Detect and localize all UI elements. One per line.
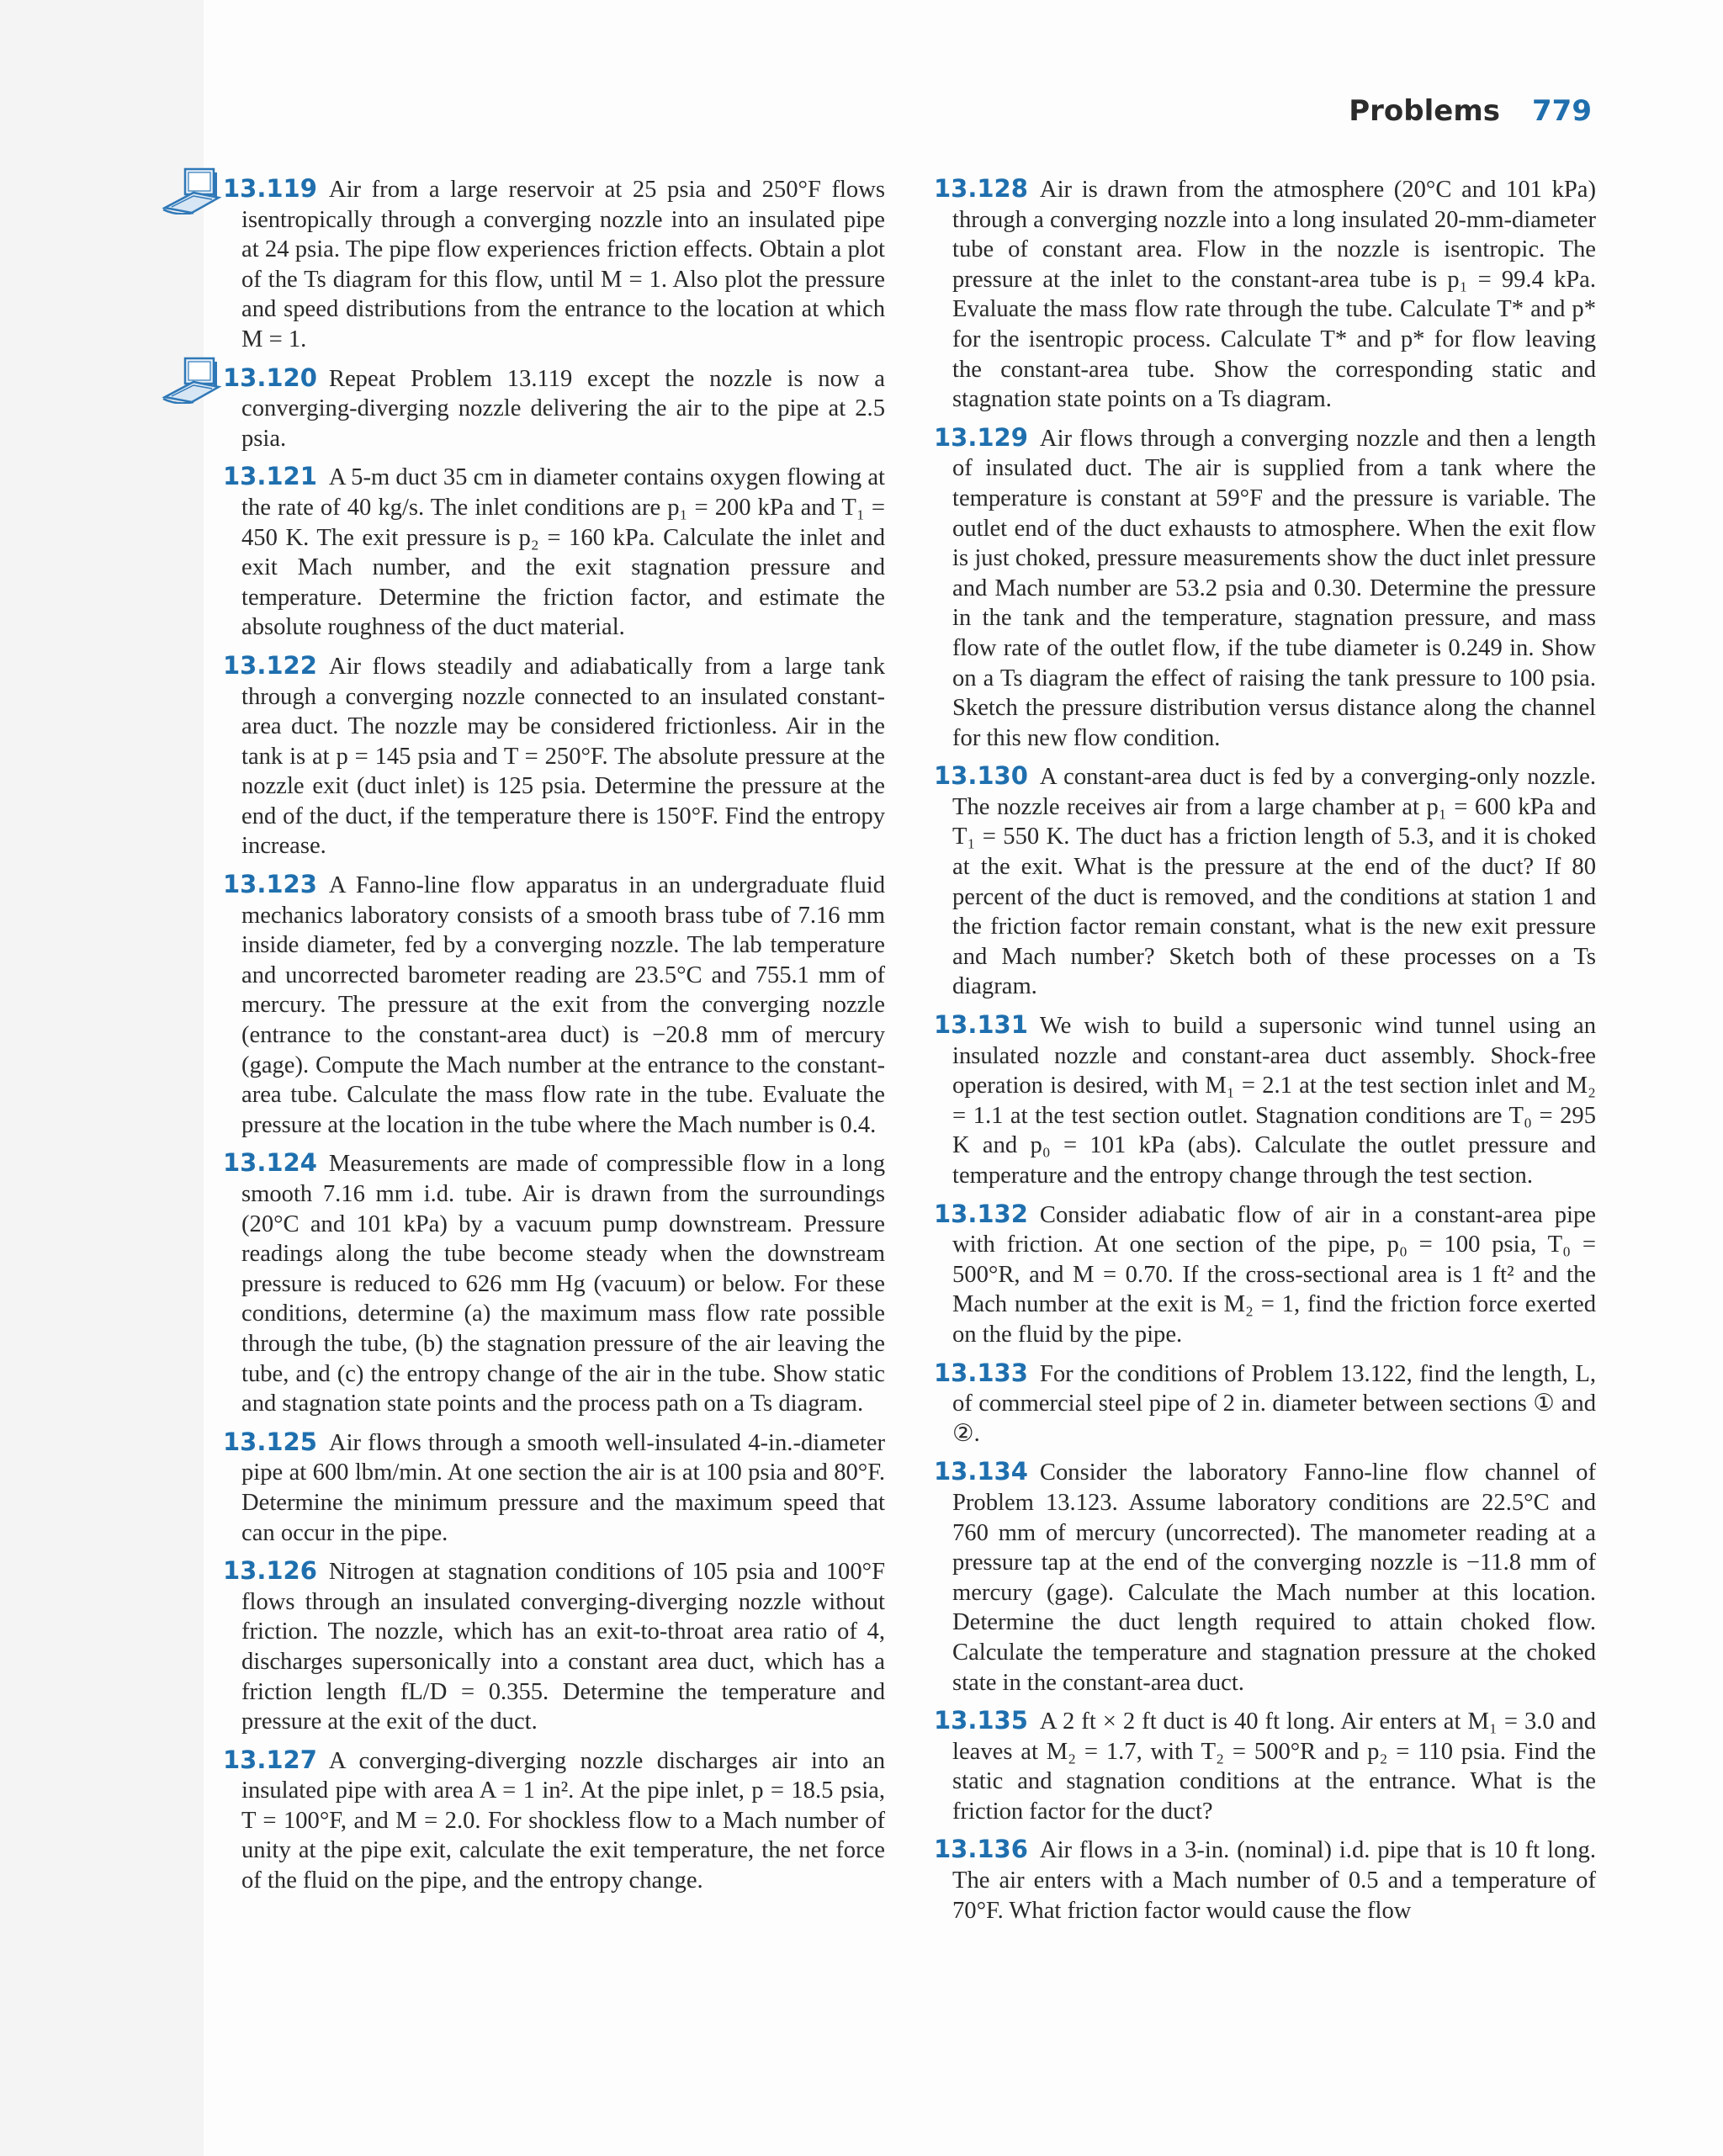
problem-number: 13.130 xyxy=(934,761,1028,791)
problem xyxy=(934,1359,1596,1449)
problem-number: 13.124 xyxy=(223,1148,317,1178)
running-title: Problems xyxy=(1349,94,1501,128)
problem-number: 13.132 xyxy=(934,1199,1028,1228)
page-header xyxy=(1349,94,1592,128)
problem xyxy=(223,651,885,861)
problem xyxy=(223,1745,885,1896)
problem-number: 13.128 xyxy=(934,174,1028,203)
problem xyxy=(934,1835,1596,1926)
problem xyxy=(934,1457,1596,1698)
problem-text: Consider the laboratory Fanno-line flow channel of Problem 13.123. Assume laboratory conditions are 22.5°C and 760 mm of mercury (uncorrected). The manometer reading at a pressure tap at the end of the converging nozzle is −11.8 mm of mercury (gage). Calculate the Mach number at this location. Determine the duct length required to attain choked flow. Calculate the temperature and stagnation pressure at the choked state in the constant-area duct. xyxy=(952,1459,1596,1696)
problem-text: A 2 ft × 2 ft duct is 40 ft long. Air enters at M₁ = 3.0 and leaves at M₂ = 1.7, with T₂ = 500°R and p₂ = 110 psia. Find the static and stagnation conditions at the entrance. What is the friction factor for the duct? xyxy=(952,1708,1596,1825)
problem-text: A constant-area duct is fed by a converging-only nozzle. The nozzle receives air from a large chamber at p₁ = 600 kPa and T₁ = 550 K. The duct has a friction length of 5.3, and it is choked at the exit. What is the pressure at the end of the duct? If 80 percent of the duct is removed, and the conditions at station 1 and the friction factor remain constant, what is the new exit pressure and Mach number? Sketch both of these processes on a Ts diagram. xyxy=(952,764,1596,1000)
problem xyxy=(934,423,1596,754)
problem-text: For the conditions of Problem 13.122, find the length, L, of commercial steel pipe of 2 in. diameter between sections ① and ②. xyxy=(952,1360,1596,1447)
left-column xyxy=(223,174,885,1904)
problem-text: Air flows through a smooth well-insulated 4-in.-diameter pipe at 600 lbm/min. At one section the air is at 100 psia and 80°F. Determine the minimum pressure and the maximum speed that can occur in the pipe. xyxy=(241,1429,885,1546)
problem-number: 13.119 xyxy=(223,174,317,203)
problem-text: We wish to build a supersonic wind tunnel using an insulated nozzle and constant-area duct assembly. Shock-free operation is desired, with M₁ = 2.1 at the test section inlet and M₂ = 1.1 at the test section outlet. Stagnation conditions are T₀ = 295 K and p₀ = 101 kPa (abs). Calculate the outlet pressure and temperature and the entropy change through the test section. xyxy=(952,1013,1596,1189)
computer-icon xyxy=(160,167,224,215)
problem-number: 13.136 xyxy=(934,1835,1028,1864)
page-number: 779 xyxy=(1532,94,1592,128)
problem-text: A converging-diverging nozzle discharges air into an insulated pipe with area A = 1 in². At the pipe inlet, p = 18.5 psia, T = 100°F, and M = 2.0. For shockless flow to a Mach number of unity at the pipe exit, calculate the exit temperature, the net force of the fluid on the pipe, and the entropy change. xyxy=(241,1747,885,1894)
problem-text: Air from a large reservoir at 25 psia and 250°F flows isentropically through a converging nozzle into an insulated pipe at 24 psia. The pipe flow experiences friction effects. Obtain a plot of the Ts diagram for this flow, until M = 1. Also plot the pressure and speed distributions from the entrance to the location at which M = 1. xyxy=(241,177,885,352)
problem-text: Consider adiabatic flow of air in a constant-area pipe with friction. At one section of the pipe, p₀ = 100 psia, T₀ = 500°R, and M = 0.70. If the cross-sectional area is 1 ft² and the Mach number at the exit is M₂ = 1, find the friction force exerted on the fluid by the pipe. xyxy=(952,1201,1596,1348)
problem xyxy=(223,1556,885,1737)
problem-number: 13.122 xyxy=(223,650,317,680)
problem-number: 13.121 xyxy=(223,462,317,491)
computer-icon xyxy=(160,357,224,404)
problem xyxy=(223,174,885,355)
problem-text: Air flows in a 3-in. (nominal) i.d. pipe that is 10 ft long. The air enters with a Mach number of 0.5 and a temperature of 70°F. What friction factor would cause the flow xyxy=(952,1837,1596,1924)
problem xyxy=(934,1706,1596,1826)
problem-text: Nitrogen at stagnation conditions of 105 psia and 100°F flows through an insulated converging-diverging nozzle without friction. The nozzle, which has an exit-to-throat area ratio of 4, discharges supersonically into a constant area duct, which has a friction length fL/D = 0.355. Determine the temperature and pressure at the exit of the duct. xyxy=(241,1559,885,1735)
problem xyxy=(223,1428,885,1548)
problem xyxy=(934,1200,1596,1350)
problem xyxy=(223,462,885,643)
problem-text: A Fanno-line flow apparatus in an undergraduate fluid mechanics laboratory consists of a smooth brass tube of 7.16 mm inside diameter, fed by a converging nozzle. The lab temperature and uncorrected barometer reading are 23.5°C and 755.1 mm of mercury. The pressure at the exit from the converging nozzle (entrance to the constant-area duct) is −20.8 mm of mercury (gage). Compute the Mach number at the entrance to the constant-area tube. Calculate the mass flow rate in the tube. Evaluate the pressure at the location in the tube where the Mach number is 0.4. xyxy=(241,872,885,1138)
problem-number: 13.133 xyxy=(934,1358,1028,1387)
problem-text: A 5-m duct 35 cm in diameter contains oxygen flowing at the rate of 40 kg/s. The inlet conditions are p₁ = 200 kPa and T₁ = 450 K. The exit pressure is p₂ = 160 kPa. Calculate the inlet and exit Mach number, and the exit stagnation pressure and temperature. Determine the friction factor, and estimate the absolute roughness of the duct material. xyxy=(241,464,885,641)
problem-number: 13.131 xyxy=(934,1010,1028,1040)
problem-text: Measurements are made of compressible flow in a long smooth 7.16 mm i.d. tube. Air is drawn from the surroundings (20°C and 101 kPa) by a vacuum pump downstream. Pressure readings along the tube become steady when the downstream pressure is reduced to 626 mm Hg (vacuum) or below. For these conditions, determine (a) the maximum mass flow rate possible through the tube, (b) the stagnation pressure of the air leaving the tube, and (c) the entropy change of the air in the tube. Show static and stagnation state points and the process path on a Ts diagram. xyxy=(241,1151,885,1417)
problem xyxy=(223,870,885,1140)
problem-text: Air is drawn from the atmosphere (20°C and 101 kPa) through a converging nozzle into a long insulated 20-mm-diameter tube of constant area. Flow in the nozzle is isentropic. The pressure at the inlet to the constant-area tube is p₁ = 99.4 kPa. Evaluate the mass flow rate through the tube. Calculate T* and p* for the isentropic process. Calculate T* and p* for flow leaving the constant-area tube. Show the corresponding static and stagnation state points on a Ts diagram. xyxy=(952,177,1596,413)
problem xyxy=(934,761,1596,1002)
problem-number: 13.135 xyxy=(934,1706,1028,1735)
problem-number: 13.127 xyxy=(223,1745,317,1774)
problem-number: 13.134 xyxy=(934,1457,1028,1486)
problem xyxy=(934,174,1596,415)
problem xyxy=(934,1010,1596,1191)
problem-number: 13.129 xyxy=(934,422,1028,452)
problem-text: Repeat Problem 13.119 except the nozzle is now a converging-diverging nozzle delivering the air to the pipe at 2.5 psia. xyxy=(241,365,885,452)
right-column xyxy=(934,174,1596,1934)
problem-text: Air flows through a converging nozzle and then a length of insulated duct. The air is supplied from a tank where the temperature is constant at 59°F and the pressure is variable. The outlet end of the duct exhausts to atmosphere. When the exit flow is just choked, pressure measurements show the duct inlet pressure and Mach number are 53.2 psia and 0.30. Determine the pressure in the tank and the temperature, stagnation pressure, and mass flow rate of the outlet flow, if the tube diameter is 0.249 in. Show on a Ts diagram the effect of raising the tank pressure to 100 psia. Sketch the pressure distribution versus distance along the channel for this new flow condition. xyxy=(952,425,1596,751)
problem-number: 13.123 xyxy=(223,870,317,899)
problem xyxy=(223,363,885,454)
problem-number: 13.120 xyxy=(223,363,317,392)
problem-number: 13.125 xyxy=(223,1427,317,1456)
problem-text: Air flows steadily and adiabatically from a large tank through a converging nozzle connected to an insulated constant-area duct. The nozzle may be considered frictionless. Air in the tank is at p = 145 psia and T = 250°F. The absolute pressure at the nozzle exit (duct inlet) is 125 psia. Determine the pressure at the end of the duct, if the temperature there is 150°F. Find the entropy increase. xyxy=(241,653,885,860)
problem-number: 13.126 xyxy=(223,1556,317,1586)
problem xyxy=(223,1148,885,1418)
